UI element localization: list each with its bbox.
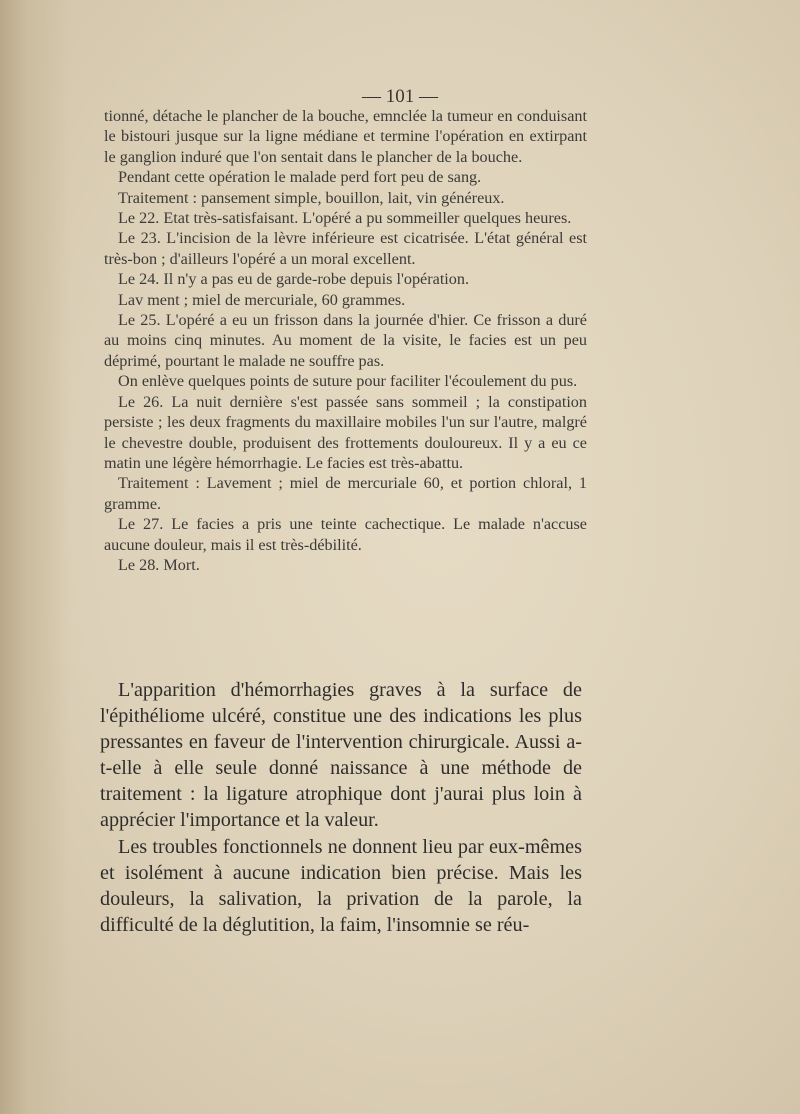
main-text — [100, 677, 582, 938]
paragraph: Le 23. L'incision de la lèvre inférieure est cicatrisée. L'état général est très-bon ; d'ailleurs l'opéré a un moral excellent. — [104, 229, 587, 268]
paragraph: Le 28. Mort. — [118, 555, 200, 574]
paragraph: Le 26. La nuit dernière s'est passée sans sommeil ; la constipation persiste ; les deux fragments du maxillaire mobiles l'un sur l'autre, malgré le chevestre double, produisent des frottements douloureux. Il y a eu ce matin une légère hémorrhagie. Le facies est très-abattu. — [104, 392, 587, 472]
paragraph: L'apparition d'hémorrhagies graves à la surface de l'épithéliome ulcéré, constitue une des indications les plus pressantes en faveur de l'intervention chirurgicale. Aussi a-t-elle à elle seule donné naissance à une méthode de traitement : la ligature atrophique dont j'aurai plus loin à apprécier l'importance et la valeur. — [100, 679, 582, 832]
paragraph: Traitement : pansement simple, bouillon, lait, vin généreux. — [118, 188, 505, 207]
paragraph: On enlève quelques points de suture pour faciliter l'écoulement du pus. — [118, 372, 578, 391]
paragraph: Le 22. Etat très-satisfaisant. L'opéré a pu sommeiller quelques heures. — [118, 209, 572, 228]
book-spine-shadow — [0, 0, 70, 1114]
paragraph: Lav ment ; miel de mercuriale, 60 grammes. — [118, 290, 406, 309]
paragraph: Traitement : Lavement ; miel de mercuriale 60, et portion chloral, 1 gramme. — [104, 474, 587, 513]
paragraph: Le 24. Il n'y a pas eu de garde-robe depuis l'opération. — [118, 270, 470, 289]
page-number: — 101 — — [362, 86, 438, 107]
paragraph: Pendant cette opération le malade perd fort peu de sang. — [118, 168, 482, 187]
paragraph: Les troubles fonctionnels ne donnent lieu par eux-mêmes et isolément à aucune indication bien précise. Mais les douleurs, la salivation, la privation de la parole, la difficulté de la déglutition, la faim, l'insomnie se réu- — [100, 835, 582, 936]
case-notes — [104, 106, 587, 575]
paragraph: Le 25. L'opéré a eu un frisson dans la journée d'hier. Ce frisson a duré au moins cinq minutes. Au moment de la visite, le facies est un peu déprimé, pourtant le malade ne souffre pas. — [104, 311, 587, 370]
paragraph: Le 27. Le facies a pris une teinte cachectique. Le malade n'accuse aucune douleur, mais il est très-débilité. — [104, 515, 587, 554]
paragraph: tionné, détache le plancher de la bouche, emnclée la tumeur en conduisant le bistouri jusque sur la ligne médiane et termine l'opération en extirpant le ganglion induré que l'on sentait dans le plancher de la bouche. — [104, 107, 587, 166]
